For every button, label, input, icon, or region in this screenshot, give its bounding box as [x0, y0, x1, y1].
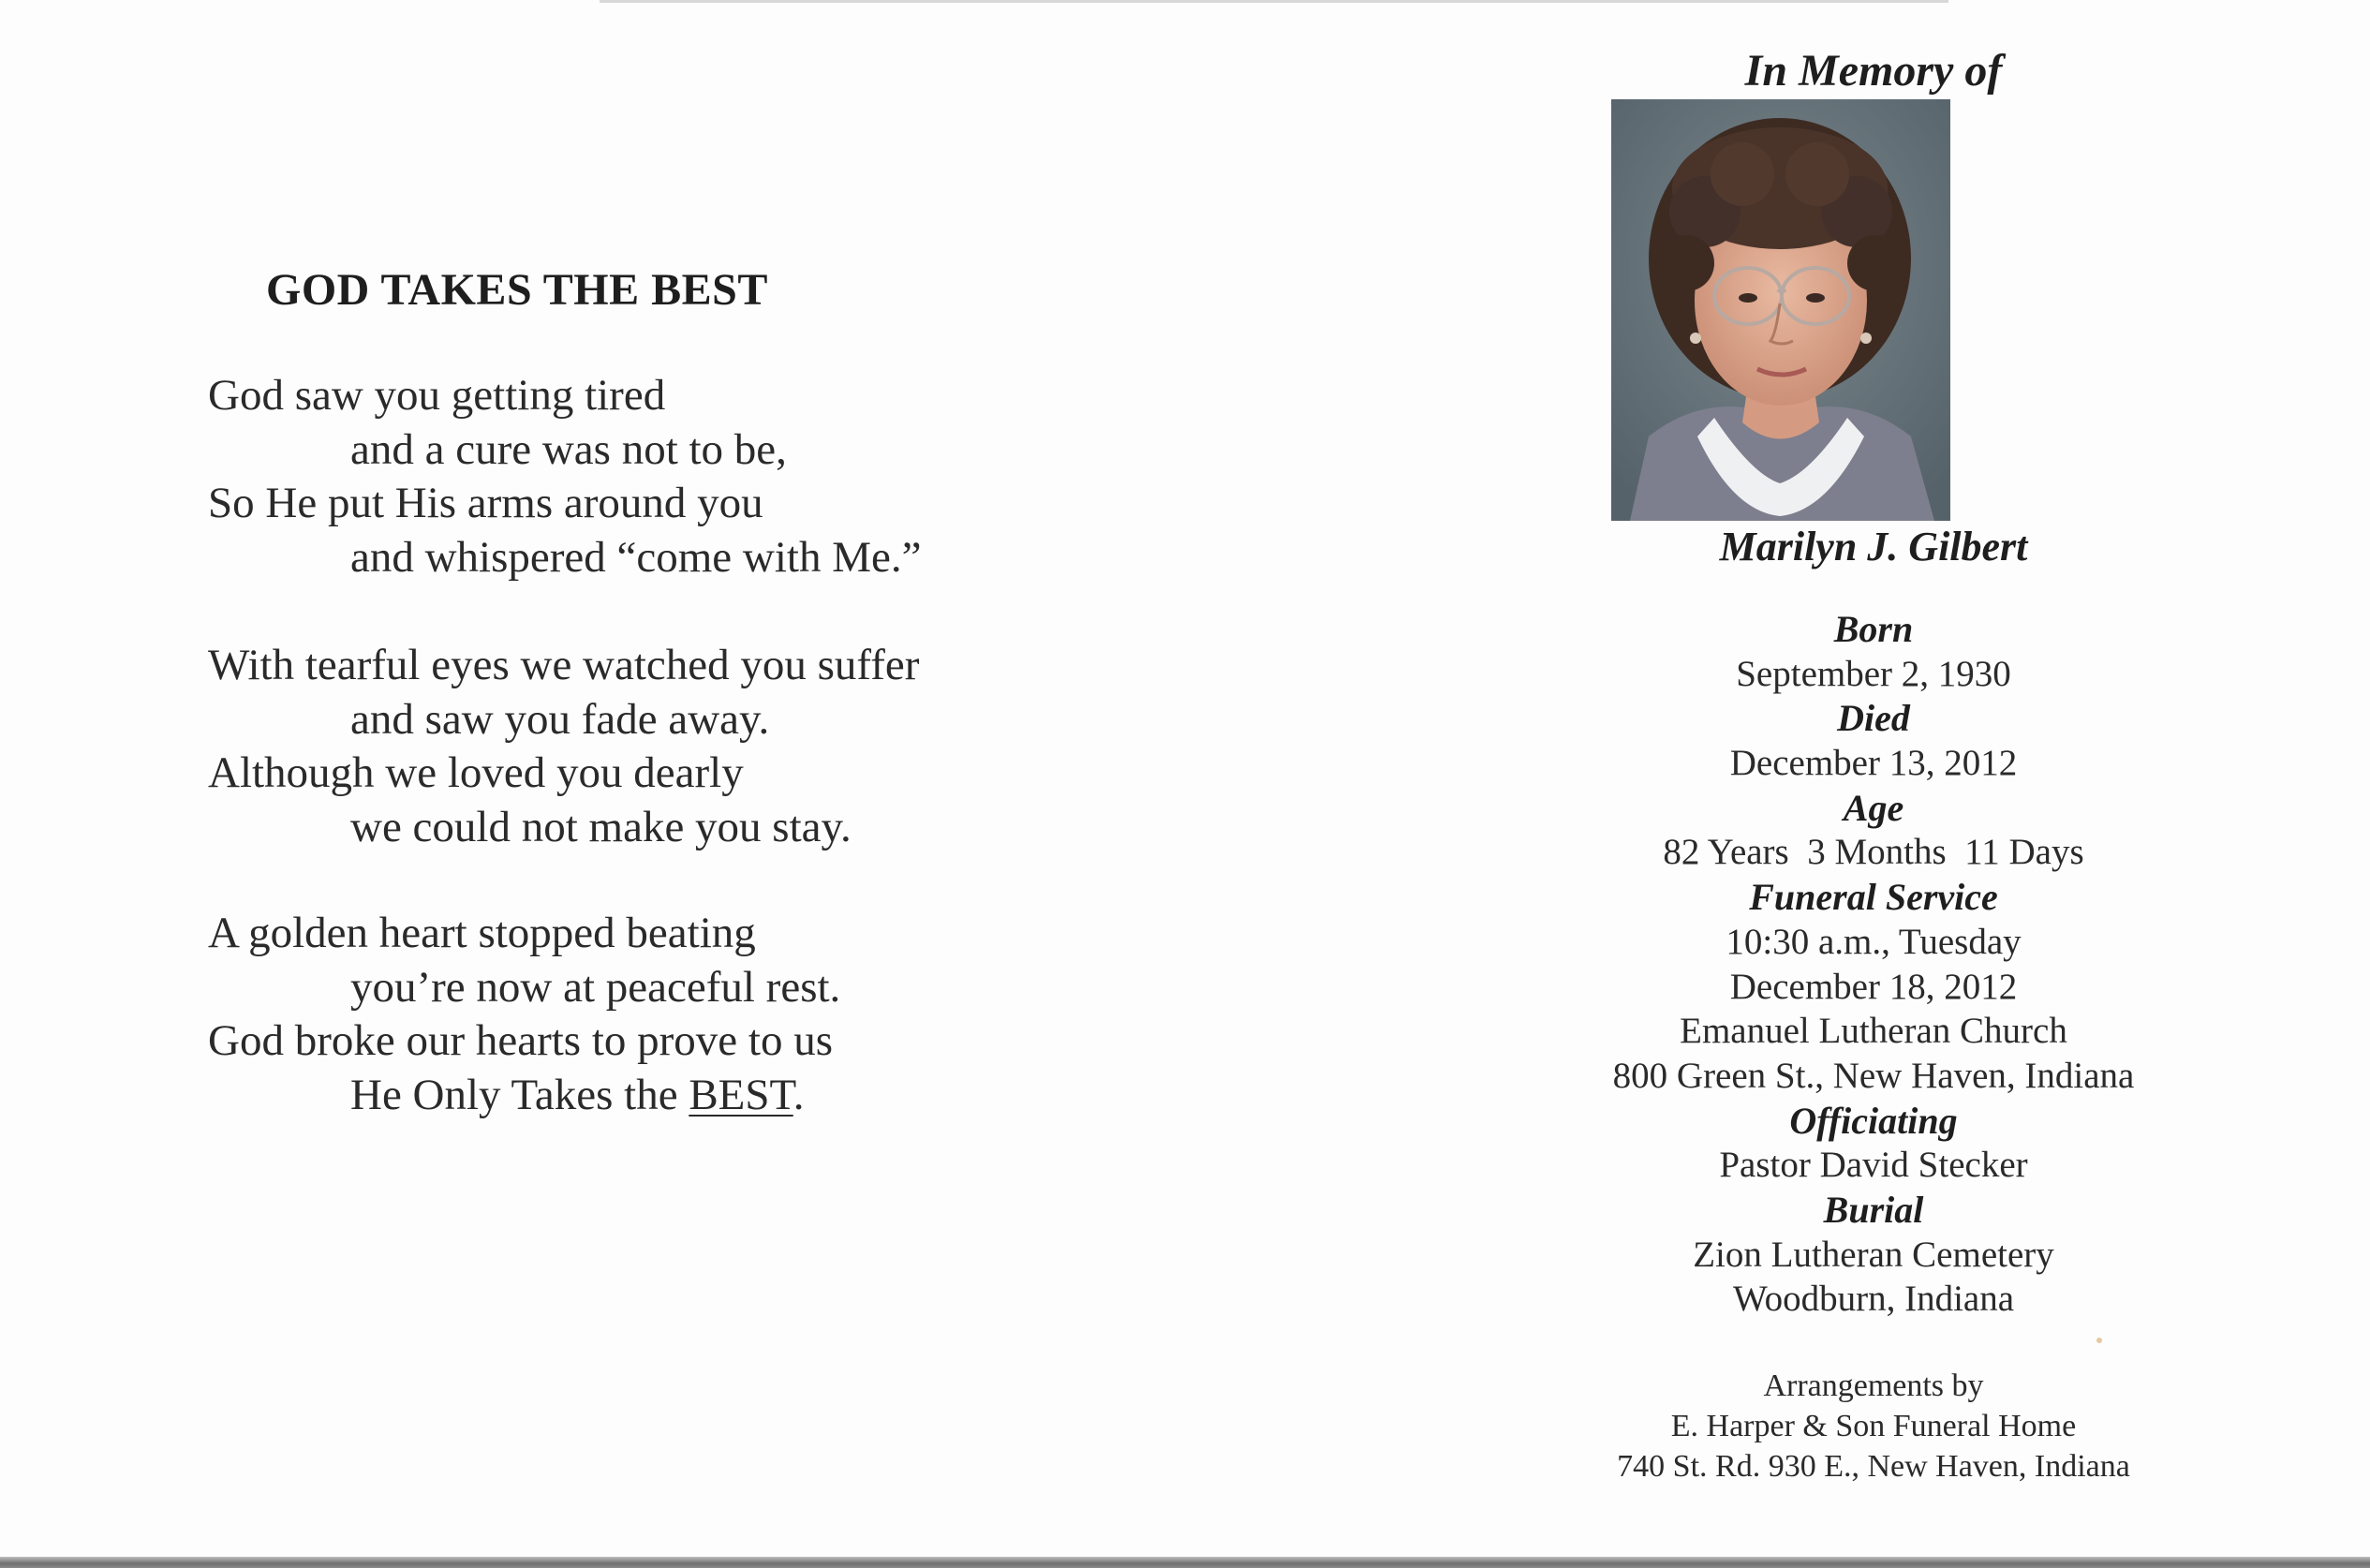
funeral-service-date: December 18, 2012: [1729, 966, 2018, 1007]
officiant-name: Pastor David Stecker: [1719, 1145, 2028, 1186]
poem-line: and a cure was not to be,: [350, 424, 787, 474]
in-memory-heading: In Memory of: [1744, 46, 2003, 96]
poem-title: GOD TAKES THE BEST: [266, 265, 768, 315]
poem-line: A golden heart stopped beating: [208, 909, 756, 957]
burial-label: Burial: [1823, 1188, 1924, 1231]
arrangements-line: Arrangements by: [1763, 1368, 1984, 1403]
funeral-service-place: Emanuel Lutheran Church: [1680, 1011, 2067, 1052]
poem-line: Although we loved you dearly: [208, 748, 744, 797]
portrait-photo: [1611, 99, 1950, 521]
age-label: Age: [1843, 786, 1904, 829]
memorial-details: [1461, 607, 2286, 1322]
burial-place: Zion Lutheran Cemetery: [1693, 1234, 2054, 1275]
arrangements-credit: [1461, 1366, 2286, 1487]
poem-stanza-1: [208, 369, 922, 584]
poem-line: God saw you getting tired: [208, 371, 666, 420]
poem-line-period: .: [792, 1070, 805, 1119]
officiating-label: Officiating: [1789, 1099, 1958, 1142]
poem-stanza-3: [208, 907, 840, 1122]
funeral-service-label: Funeral Service: [1749, 876, 1998, 919]
funeral-service-time: 10:30 a.m., Tuesday: [1726, 921, 2022, 962]
poem-line: God broke our hearts to prove to us: [208, 1016, 833, 1065]
card-top-edge: [600, 0, 1948, 3]
poem-line: and saw you fade away.: [350, 694, 770, 744]
portrait-illustration: [1611, 99, 1950, 521]
funeral-home-address: 740 St. Rd. 930 E., New Haven, Indiana: [1617, 1449, 2130, 1484]
born-label: Born: [1833, 608, 1914, 650]
deceased-name: Marilyn J. Gilbert: [1719, 524, 2028, 570]
card-bottom-edge: [0, 1557, 2370, 1568]
poem-line-text: He Only Takes the: [350, 1070, 689, 1119]
died-label: Died: [1837, 697, 1910, 740]
funeral-home-name: E. Harper & Son Funeral Home: [1670, 1409, 2077, 1443]
poem-emphasis-best: BEST: [689, 1070, 793, 1119]
burial-city: Woodburn, Indiana: [1732, 1279, 2015, 1320]
poem-line: With tearful eyes we watched you suffer: [208, 641, 920, 689]
poem-line: we could not make you stay.: [350, 802, 852, 851]
poem-last-line: [208, 1069, 840, 1123]
funeral-service-address: 800 Green St., New Haven, Indiana: [1612, 1055, 2135, 1096]
poem-line: So He put His arms around you: [208, 479, 763, 527]
paper-speck: [2096, 1338, 2102, 1343]
poem-stanza-2: [208, 639, 919, 854]
poem-line: you’re now at peaceful rest.: [350, 962, 841, 1012]
born-date: September 2, 1930: [1736, 653, 2011, 694]
died-date: December 13, 2012: [1729, 743, 2018, 784]
poem-line: and whispered “come with Me.”: [350, 532, 922, 582]
age-value: 82 Years 3 Months 11 Days: [1663, 832, 2084, 873]
